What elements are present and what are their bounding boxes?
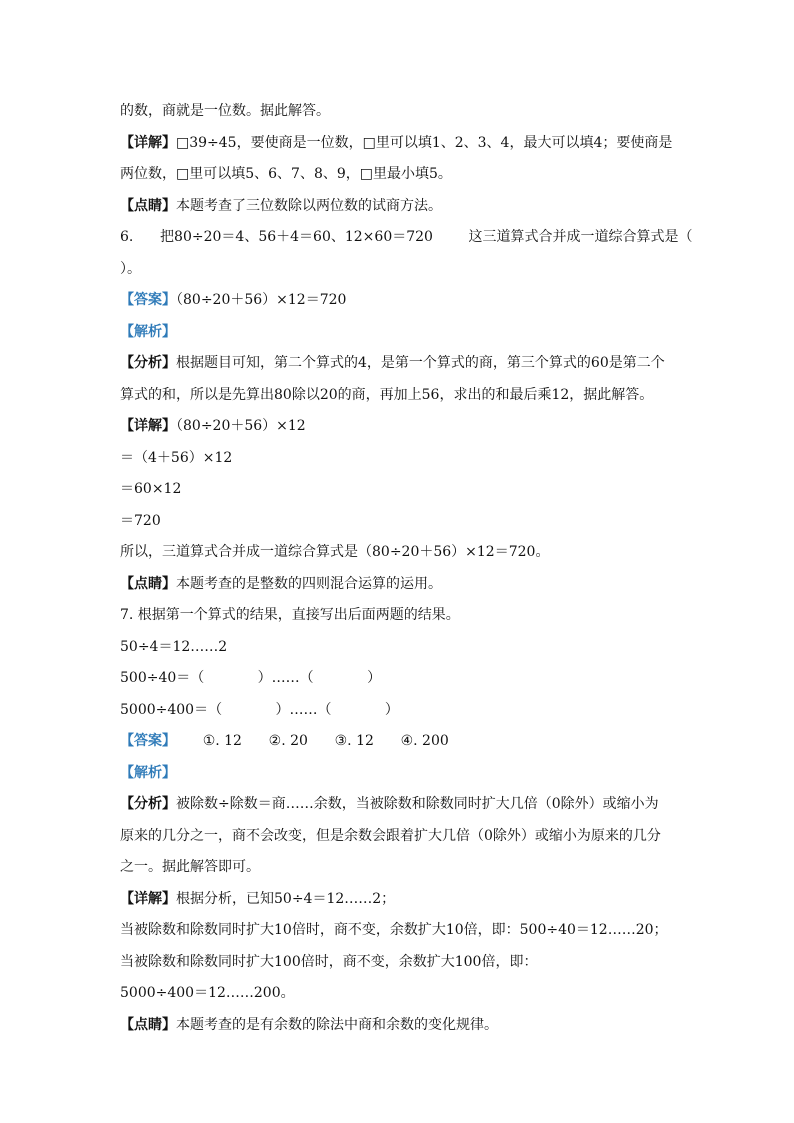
text-line [120,600,680,632]
text-line [120,254,680,286]
text-line [120,537,680,569]
text-line [120,758,680,790]
text-line [120,915,680,947]
text-line [120,821,680,853]
line-text: ＝（4＋56）×12 [120,449,233,466]
text-line [120,380,680,412]
line-text: ①. 12 ②. 20 ③. 12 ④. 200 [176,733,449,749]
section-tag: 【详解】 [120,418,176,434]
line-text: 原来的几分之一，商不会改变，但是余数会跟着扩大几倍（0除外）或缩小为原来的几分 [120,827,661,844]
section-tag: 【解析】 [120,764,176,781]
section-tag: 【分析】 [120,796,176,812]
line-text: 500÷40＝（ ）……（ ） [120,670,382,686]
line-text: 的数，商就是一位数。据此解答。 [120,103,330,119]
text-line [120,663,680,695]
line-text: 两位数，□里可以填5、6、7、8、9，□里最小填5。 [120,166,452,182]
line-text: 5000÷400＝12……200。 [120,985,295,1001]
line-text: （80÷20＋56）×12 [176,418,306,434]
text-line [120,222,693,254]
line-text: 50÷4＝12……2 [120,638,228,655]
line-text: ）。 [120,260,141,277]
line-text: ＝60×12 [120,481,182,497]
text-line [120,978,680,1010]
line-text: 根据题目可知，第二个算式的4，是第一个算式的商，第三个算式的60是第二个 [176,355,665,371]
section-tag: 【分析】 [120,355,176,371]
text-line [120,159,680,191]
line-text: 根据分析，已知50÷4＝12……2； [176,890,396,907]
document-page [120,96,693,1041]
section-tag: 【点睛】 [120,1016,176,1033]
text-line [120,569,680,601]
line-text: ＝720 [120,512,161,529]
line-text: 5000÷400＝（ ）……（ ） [120,701,399,718]
section-tag: 【解析】 [120,323,176,340]
section-tag: 【点睛】 [120,575,176,592]
text-line [120,789,680,821]
line-text: 7. 根据第一个算式的结果，直接写出后面两题的结果。 [120,607,460,623]
text-line [120,128,680,160]
section-tag: 【答案】 [120,292,176,308]
text-line [120,285,680,317]
line-text: 当被除数和除数同时扩大10倍时，商不变，余数扩大10倍，即：500÷40＝12……20； [120,922,668,938]
text-line [120,506,680,538]
line-text: 被除数÷除数＝商……余数，当被除数和除数同时扩大几倍（0除外）或缩小为 [176,796,659,812]
text-line [120,348,680,380]
section-tag: 【详解】 [120,134,176,151]
text-line [120,695,680,727]
text-line [120,1010,680,1042]
line-text: 所以，三道算式合并成一道综合算式是（80÷20＋56）×12＝720。 [120,544,550,560]
line-text: 当被除数和除数同时扩大100倍时，商不变，余数扩大100倍，即： [120,953,538,970]
section-tag: 【点睛】 [120,197,176,214]
text-line [120,632,680,664]
line-text: 本题考查了三位数除以两位数的试商方法。 [176,197,442,214]
section-tag: 【答案】 [120,733,176,749]
text-line [120,191,680,223]
line-text: 本题考查的是有余数的除法中商和余数的变化规律。 [176,1016,498,1033]
line-text: □39÷45，要使商是一位数，□里可以填1、2、3、4，最大可以填4；要使商是 [176,134,673,151]
line-text: 算式的和，所以是先算出80除以20的商，再加上56，求出的和最后乘12，据此解答。 [120,386,654,403]
text-line [120,96,680,128]
line-text: 本题考查的是整数的四则混合运算的运用。 [176,575,442,592]
text-line [120,726,680,758]
line-text: 之一。据此解答即可。 [120,859,260,875]
section-tag: 【详解】 [120,890,176,907]
text-line [120,411,680,443]
text-line [120,947,680,979]
line-text: （80÷20＋56）×12＝720 [176,292,347,308]
line-text: 6. 把80÷20＝4、56＋4＝60、12×60＝720 这三道算式合并成一道综合算式是（ [120,229,693,245]
text-line [120,443,680,475]
text-line [120,884,680,916]
text-line [120,852,680,884]
text-line [120,474,680,506]
text-line [120,317,680,349]
